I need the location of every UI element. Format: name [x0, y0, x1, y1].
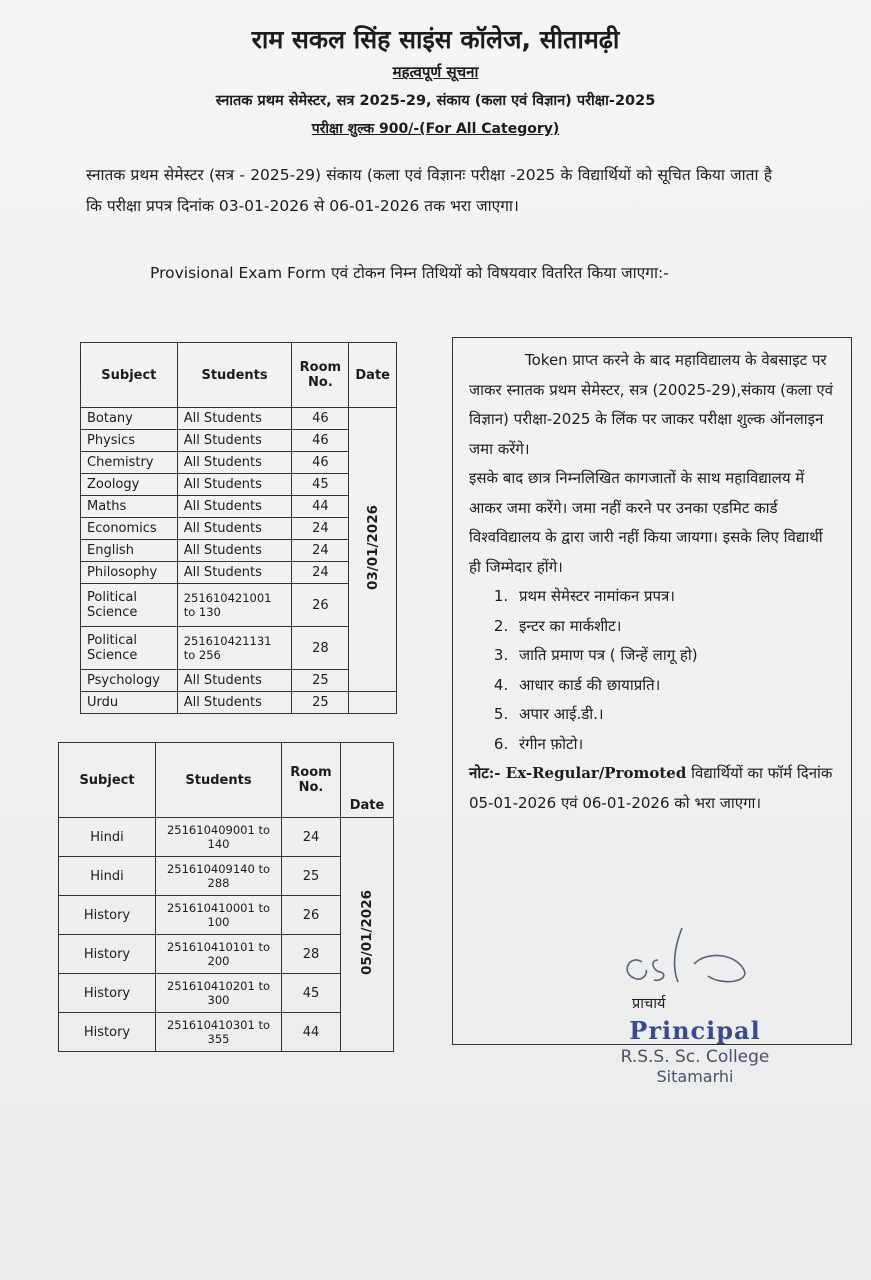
table-row — [81, 408, 397, 430]
note-text: विद्यार्थियों का फॉर्म दिनांक 05-01-2026 एवं 06-01-2026 को भरा जाएगा। — [469, 764, 833, 812]
subject-cell: Philosophy — [81, 562, 178, 584]
room-cell: 46 — [292, 430, 349, 452]
subject-cell: Economics — [81, 518, 178, 540]
room-cell: 46 — [292, 408, 349, 430]
room-cell: 26 — [282, 896, 341, 935]
instruction-paragraph-1: Token प्राप्त करने के बाद महाविद्यालय के वेबसाइट पर जाकर स्नातक प्रथम सेमेस्टर, सत्र (20025-29),संकाय (कला एवं विज्ञान) परीक्षा-2025 के लिंक पर जाकर परीक्षा शुल्क ऑनलाइन जमा करेंगे। — [469, 351, 833, 458]
room-cell: 45 — [282, 974, 341, 1013]
col-students: Students — [177, 343, 292, 408]
students-cell: All Students — [177, 430, 292, 452]
students-cell: 251610410301 to 355 — [156, 1013, 282, 1052]
room-cell: 28 — [282, 935, 341, 974]
designation: प्राचार्य — [632, 996, 666, 1012]
students-cell: All Students — [177, 670, 292, 692]
col-subject: Subject — [81, 343, 178, 408]
col-room: Room No. — [282, 743, 341, 818]
stamp-city: Sitamarhi — [656, 1067, 734, 1086]
schedule-table-2 — [58, 742, 394, 1052]
subject-cell: Physics — [81, 430, 178, 452]
note-label: नोट:- Ex-Regular/Promoted — [469, 764, 687, 782]
room-cell: 24 — [292, 518, 349, 540]
subject-cell: History — [59, 1013, 156, 1052]
students-cell: 251610409001 to 140 — [156, 818, 282, 857]
room-cell: 25 — [292, 692, 349, 714]
students-cell: All Students — [177, 408, 292, 430]
exam-line: स्नातक प्रथम सेमेस्टर, सत्र 2025-29, संकाय (कला एवं विज्ञान) परीक्षा-2025 — [215, 93, 656, 109]
empty-date-cell — [349, 692, 397, 714]
list-item: 2. इन्टर का मार्कशीट। — [513, 612, 837, 642]
subject-cell: Chemistry — [81, 452, 178, 474]
document-list — [469, 582, 837, 759]
instruction-paragraph-2: इसके बाद छात्र निम्नलिखित कागजातों के साथ महाविद्यालय में आकर जमा करेंगे। जमा नहीं करने पर उनका एडमिट कार्ड विश्वविद्यालय के द्वारा जारी नहीं किया जायगा। इसके लिए विद्यार्थी ही जिम्मेदार होंगे। — [469, 469, 823, 576]
room-cell: 25 — [292, 670, 349, 692]
room-cell: 44 — [282, 1013, 341, 1052]
subject-cell: Political Science — [81, 584, 178, 627]
students-cell: All Students — [177, 474, 292, 496]
room-cell: 44 — [292, 496, 349, 518]
subject-cell: Hindi — [59, 857, 156, 896]
subject-cell: English — [81, 540, 178, 562]
students-cell: All Students — [177, 496, 292, 518]
col-students: Students — [156, 743, 282, 818]
intro-paragraph: स्नातक प्रथम सेमेस्टर (सत्र - 2025-29) संकाय (कला एवं विज्ञानः परीक्षा -2025 के विद्यार्थियों को सूचित किया जाता है कि परीक्षा प्रपत्र दिनांक 03-01-2026 से 06-01-2026 तक भरा जाएगा। — [86, 166, 772, 215]
date-cell — [349, 408, 397, 692]
date-cell — [341, 818, 394, 1052]
subject-cell: History — [59, 974, 156, 1013]
subject-cell: Hindi — [59, 818, 156, 857]
list-item: 5. अपार आई.डी.। — [513, 700, 837, 730]
subject-cell: History — [59, 896, 156, 935]
table-row — [59, 818, 394, 857]
room-cell: 46 — [292, 452, 349, 474]
principal-stamp — [600, 1016, 790, 1086]
students-cell: All Students — [177, 518, 292, 540]
fee-line: परीक्षा शुल्क 900/-(For All Category) — [311, 121, 560, 137]
notice-heading: महत्वपूर्ण सूचना — [392, 63, 479, 81]
room-cell: 25 — [282, 857, 341, 896]
col-date: Date — [341, 743, 394, 818]
room-cell: 24 — [292, 540, 349, 562]
students-cell: All Students — [177, 562, 292, 584]
subject-cell: History — [59, 935, 156, 974]
room-cell: 28 — [292, 627, 349, 670]
students-cell: 251610410001 to 100 — [156, 896, 282, 935]
students-cell: All Students — [177, 692, 292, 714]
list-item: 3. जाति प्रमाण पत्र ( जिन्हें लागू हो) — [513, 641, 837, 671]
subject-cell: Psychology — [81, 670, 178, 692]
subject-cell: Urdu — [81, 692, 178, 714]
date-label: 05/01/2026 — [359, 889, 375, 975]
students-cell: 251610421131 to 256 — [177, 627, 292, 670]
students-cell: All Students — [177, 452, 292, 474]
table-row — [81, 692, 397, 714]
list-item: 1. प्रथम सेमेस्टर नामांकन प्रपत्र। — [513, 582, 837, 612]
stamp-college: R.S.S. Sc. College — [620, 1047, 770, 1067]
subject-cell: Maths — [81, 496, 178, 518]
subject-cell: Botany — [81, 408, 178, 430]
list-item: 6. रंगीन फ़ोटो। — [513, 730, 837, 760]
date-label: 03/01/2026 — [364, 504, 381, 590]
room-cell: 26 — [292, 584, 349, 627]
subject-cell: Zoology — [81, 474, 178, 496]
list-item: 4. आधार कार्ड की छायाप्रति। — [513, 671, 837, 701]
note — [469, 759, 837, 818]
room-cell: 24 — [282, 818, 341, 857]
room-cell: 45 — [292, 474, 349, 496]
students-cell: 251610410201 to 300 — [156, 974, 282, 1013]
students-cell: 251610409140 to 288 — [156, 857, 282, 896]
room-cell: 24 — [292, 562, 349, 584]
subject-cell: Political Science — [81, 627, 178, 670]
students-cell: 251610421001 to 130 — [177, 584, 292, 627]
principal-signature — [612, 920, 772, 1000]
col-room: Room No. — [292, 343, 349, 408]
students-cell: 251610410101 to 200 — [156, 935, 282, 974]
schedule-table-1 — [80, 342, 397, 714]
students-cell: All Students — [177, 540, 292, 562]
stamp-title: Principal — [629, 1016, 761, 1045]
college-name: राम सकल सिंह साइंस कॉलेज, सीतामढ़ी — [251, 25, 620, 54]
col-subject: Subject — [59, 743, 156, 818]
distribution-paragraph: Provisional Exam Form एवं टोकन निम्न तिथियों को विषयवार वितरित किया जाएगा:- — [150, 264, 669, 282]
col-date: Date — [349, 343, 397, 408]
